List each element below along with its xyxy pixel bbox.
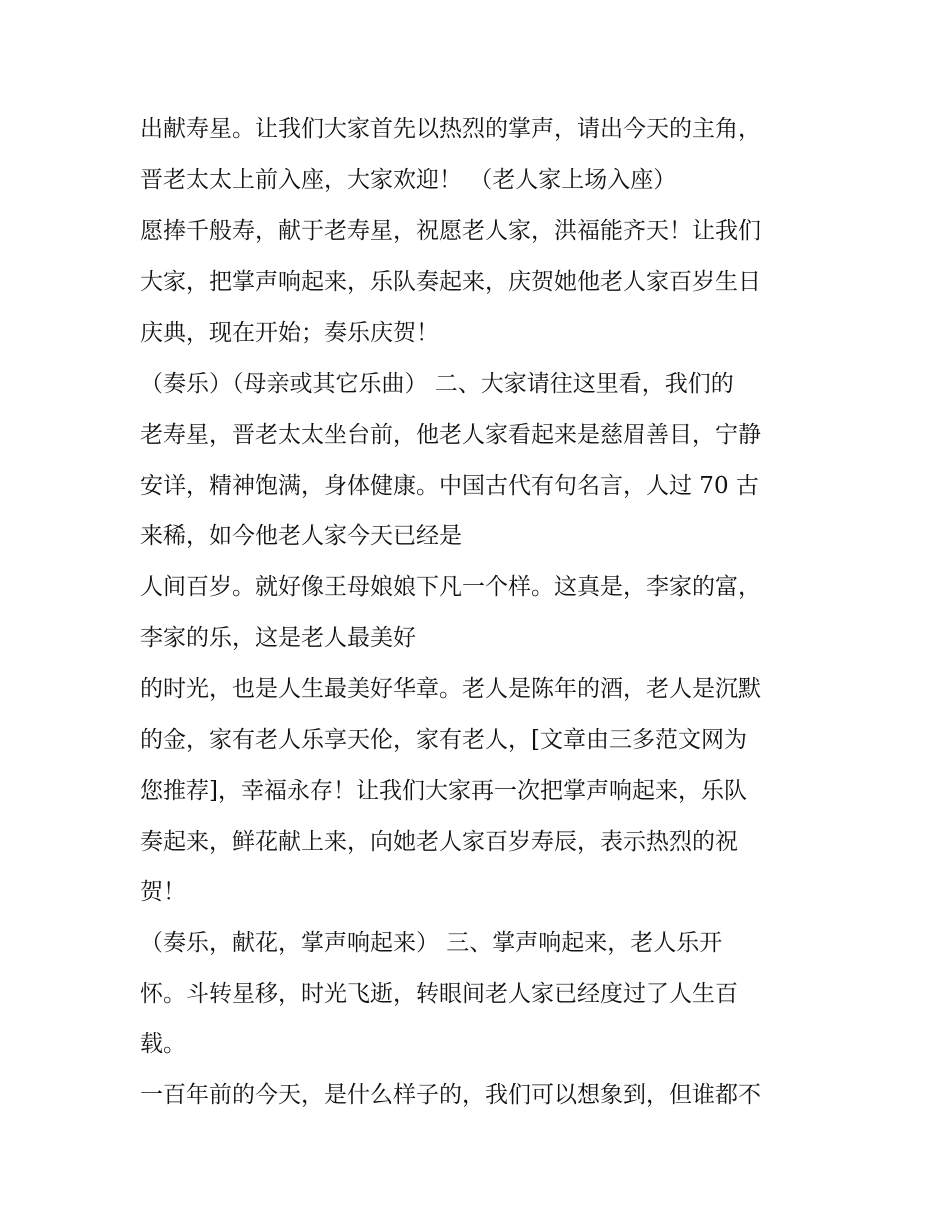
text-line: 一百年前的今天，是什么样子的，我们可以想象到，但谁都不: [140, 1082, 761, 1108]
text-line: 怀。斗转星移，时光飞逝，转眼间老人家已经度过了人生百: [140, 981, 738, 1007]
text-line: 载。: [140, 1031, 186, 1057]
text-line: 您推荐]，幸福永存！让我们大家再一次把掌声响起来，乐队: [140, 778, 747, 804]
text-line: 的金，家有老人乐享天伦，家有老人，[文章由三多范文网为: [140, 727, 747, 753]
text-line: 愿捧千般寿，献于老寿星，祝愿老人家，洪福能齐天！让我们: [140, 218, 761, 244]
text-line: （奏乐）（母亲或其它乐曲） 二、大家请往这里看，我们的: [140, 371, 734, 397]
text-line: 大家，把掌声响起来，乐队奏起来，庆贺她他老人家百岁生日: [140, 269, 761, 295]
text-line: 来稀，如今他老人家今天已经是: [140, 523, 462, 549]
text-line: 安详，精神饱满，身体健康。中国古代有句名言，人过 70 古: [140, 473, 759, 499]
text-line: 庆典，现在开始；奏乐庆贺！: [140, 320, 439, 346]
text-line: 贺！: [140, 879, 186, 905]
text-line: 晋老太太上前入座，大家欢迎！ （老人家上场入座）: [140, 167, 677, 193]
text-line: 老寿星，晋老太太坐台前，他老人家看起来是慈眉善目，宁静: [140, 422, 761, 448]
text-line: 李家的乐，这是老人最美好: [140, 625, 416, 651]
text-line: 出献寿星。让我们大家首先以热烈的掌声，请出今天的主角，: [140, 116, 761, 142]
text-line: 人间百岁。就好像王母娘娘下凡一个样。这真是，李家的富，: [140, 574, 761, 600]
text-line: 奏起来，鲜花献上来，向她老人家百岁寿辰，表示热烈的祝: [140, 829, 738, 855]
text-line: （奏乐，献花，掌声响起来） 三、掌声响起来，老人乐开: [140, 930, 723, 956]
text-line: 的时光，也是人生最美好华章。老人是陈年的酒，老人是沉默: [140, 676, 761, 702]
